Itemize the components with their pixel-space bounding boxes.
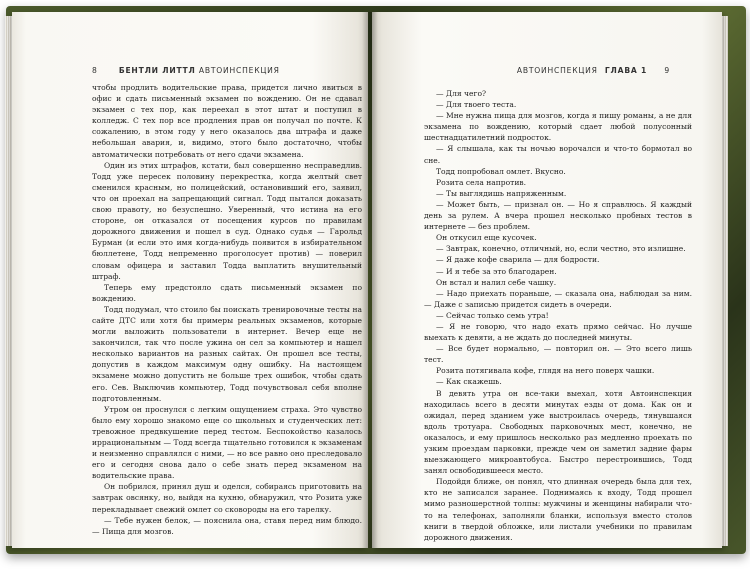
right-running-header [517, 66, 670, 75]
left-page-number: 8 [92, 66, 98, 75]
paragraph: Подойдя ближе, он понял, что длинная очередь была для тех, кто не записался заранее. Поднимаясь к входу, Тодд прошел мимо разношерстной толпы: мужчины и женщины набирали что-то на телефонах, заполняли бланки, используя вместо столов книги в твердой обложке, или листали учебники по правилам дорожного движения. [424, 477, 692, 542]
right-page [372, 12, 722, 548]
paragraph: — Я даже кофе сварила — для бодрости. [436, 255, 600, 265]
paragraph: — Для твоего теста. [436, 100, 517, 110]
paragraph: — Все будет нормально, — повторил он. — Это всего лишь тест. [424, 344, 692, 365]
paragraph: — Я слышала, как ты ночью ворочался и что-то бормотал во сне. [424, 144, 692, 165]
paragraph: Он встал и налил себе чашку. [436, 277, 557, 287]
paragraph: — Я не говорю, что надо ехать прямо сейчас. Но лучше выехать к девяти, а не ждать до последней минуты. [424, 321, 692, 343]
paragraph: — Сейчас только семь утра! [436, 310, 549, 320]
right-page-text [424, 88, 692, 543]
author-name: БЕНТЛИ ЛИТТЛ [118, 66, 196, 75]
paragraph: — Надо приехать пораньше, — сказала она, наблюдая за ним. — Даже с записью придется сидеть в очереди. [424, 288, 692, 309]
paragraph: — Как скажешь. [436, 377, 502, 387]
paragraph: — Тебе нужен белок, — пояснила она, ставя перед ним блюдо. — Пища для мозгов. [92, 515, 362, 536]
paragraph: Тодд попробовал омлет. Вкусно. [436, 166, 566, 176]
paragraph: чтобы продлить водительские права, придется лично явиться в офис и сдать письменный экзамен по вождению. Он не сдавал экзамен с тех пор, как переехал в этот штат и поступил в колледж. С тех пор все продления прав он получал по почте. К сожалению, в этом году у него оказалось два штрафа и даже небольшая авария, и, видимо, этого было достаточно, чтобы автоматически потребовать от него сдачи экзамена. [92, 83, 362, 159]
paragraph: Розита села напротив. [436, 177, 527, 187]
paragraph: — Завтрак, конечно, отличный, но, если честно, это излишне. [436, 244, 686, 254]
left-running-header [92, 66, 280, 75]
left-page-text [92, 82, 362, 537]
book-spine-shadow [362, 12, 378, 548]
chapter-label: ГЛАВА 1 [604, 66, 648, 75]
paragraph: Розита потягивала кофе, глядя на него поверх чашки. [436, 366, 655, 376]
left-page [12, 12, 368, 548]
paragraph: — Для чего? [436, 89, 487, 98]
paragraph: Утром он проснулся с легким ощущением страха. Это чувство было ему хорошо знакомо еще со школьных и студенческих лет: тревожное предвкушение перед тестом. Беспокойство казалось иррациональным — Тодд всегда тщательно готовился к экзаменам и неизменно справлялся с ними, — но все равно оно преследовало его и сегодня снова дало о себе знать перед экзаменом на водительские права. [92, 404, 362, 481]
left-book-title: АВТОИНСПЕКЦИЯ [198, 66, 280, 75]
paragraph: Теперь ему предстояло сдать письменный экзамен по вождению. [92, 282, 362, 303]
paragraph: Он побрился, принял душ и оделся, собираясь приготовить на завтрак овсянку, но, выйдя на кухню, обнаружил, что Розита уже перекладывает свежий омлет со сковороды на его тарелку. [92, 482, 362, 514]
right-page-number: 9 [664, 66, 670, 75]
paragraph: — И я тебе за это благодарен. [436, 266, 557, 276]
paragraph: Тодд подумал, что стоило бы поискать тренировочные тесты на сайте ДТС или хотя бы примеры реальных экзаменов, которые могли выложить пользователи в интернет. Вечер еще не закончился, так что после ужина он сел за компьютер и нашел несколько вариантов на разных сайтах. Он прошел все тесты, допустив в каждом максимум одну ошибку. На настоящем экзамене можно допустить не больше трех ошибок, чтобы сдать его. Сев. Выключив компьютер, Тодд почувствовал себя вполне подготовленным. [92, 304, 362, 403]
paragraph: — Может быть, — признал он. — Но я справлюсь. Я каждый день за рулем. А вчера прошел несколько пробных тестов в интернете — без проблем. [424, 199, 692, 232]
paragraph: В девять утра он все-таки выехал, хотя Автоинспекция находилась всего в десяти минутах езды от дома. Как он и ожидал, перед зданием уже выстроилась очередь, тянувшаяся вдоль тротуара. Свободных парковочных мест, конечно, не оказалось, и ему пришлось несколько раз медленно проехать по узким проездам парковки, прежде чем он заметил задние фары выезжающего микроавтобуса. Быстро перестроившись, Тодд занял освободившееся место. [424, 388, 692, 476]
right-book-title: АВТОИНСПЕКЦИЯ [516, 66, 598, 75]
paragraph: Один из этих штрафов, кстати, был совершенно несправедлив. Тодд уже пересек половину перекрестка, когда желтый свет сменился красным, но полицейский, остановивший его, заявил, что он проехал на запрещающий сигнал. Тодд пытался доказать свою правоту, но безуспешно. Уверенный, что истина на его стороне, он отказался от посещения курсов по правилам дорожного движения и пошел в суд. Однако судья — Гарольд Бурман (и если это имя когда-нибудь появится в избирательном бюллетене, Тодд непременно проголосует против) — поверил словам офицера и заставил Тодда выплатить внушительный штраф. [92, 160, 362, 281]
paragraph: — Ты выглядишь напряженным. [436, 188, 567, 198]
paragraph: Он откусил еще кусочек. [436, 233, 537, 243]
paragraph: — Мне нужна пища для мозгов, когда я пишу романы, а не для экзамена по вождению, который сдает любой полусонный шестнадцатилетний подросток. [424, 111, 692, 143]
